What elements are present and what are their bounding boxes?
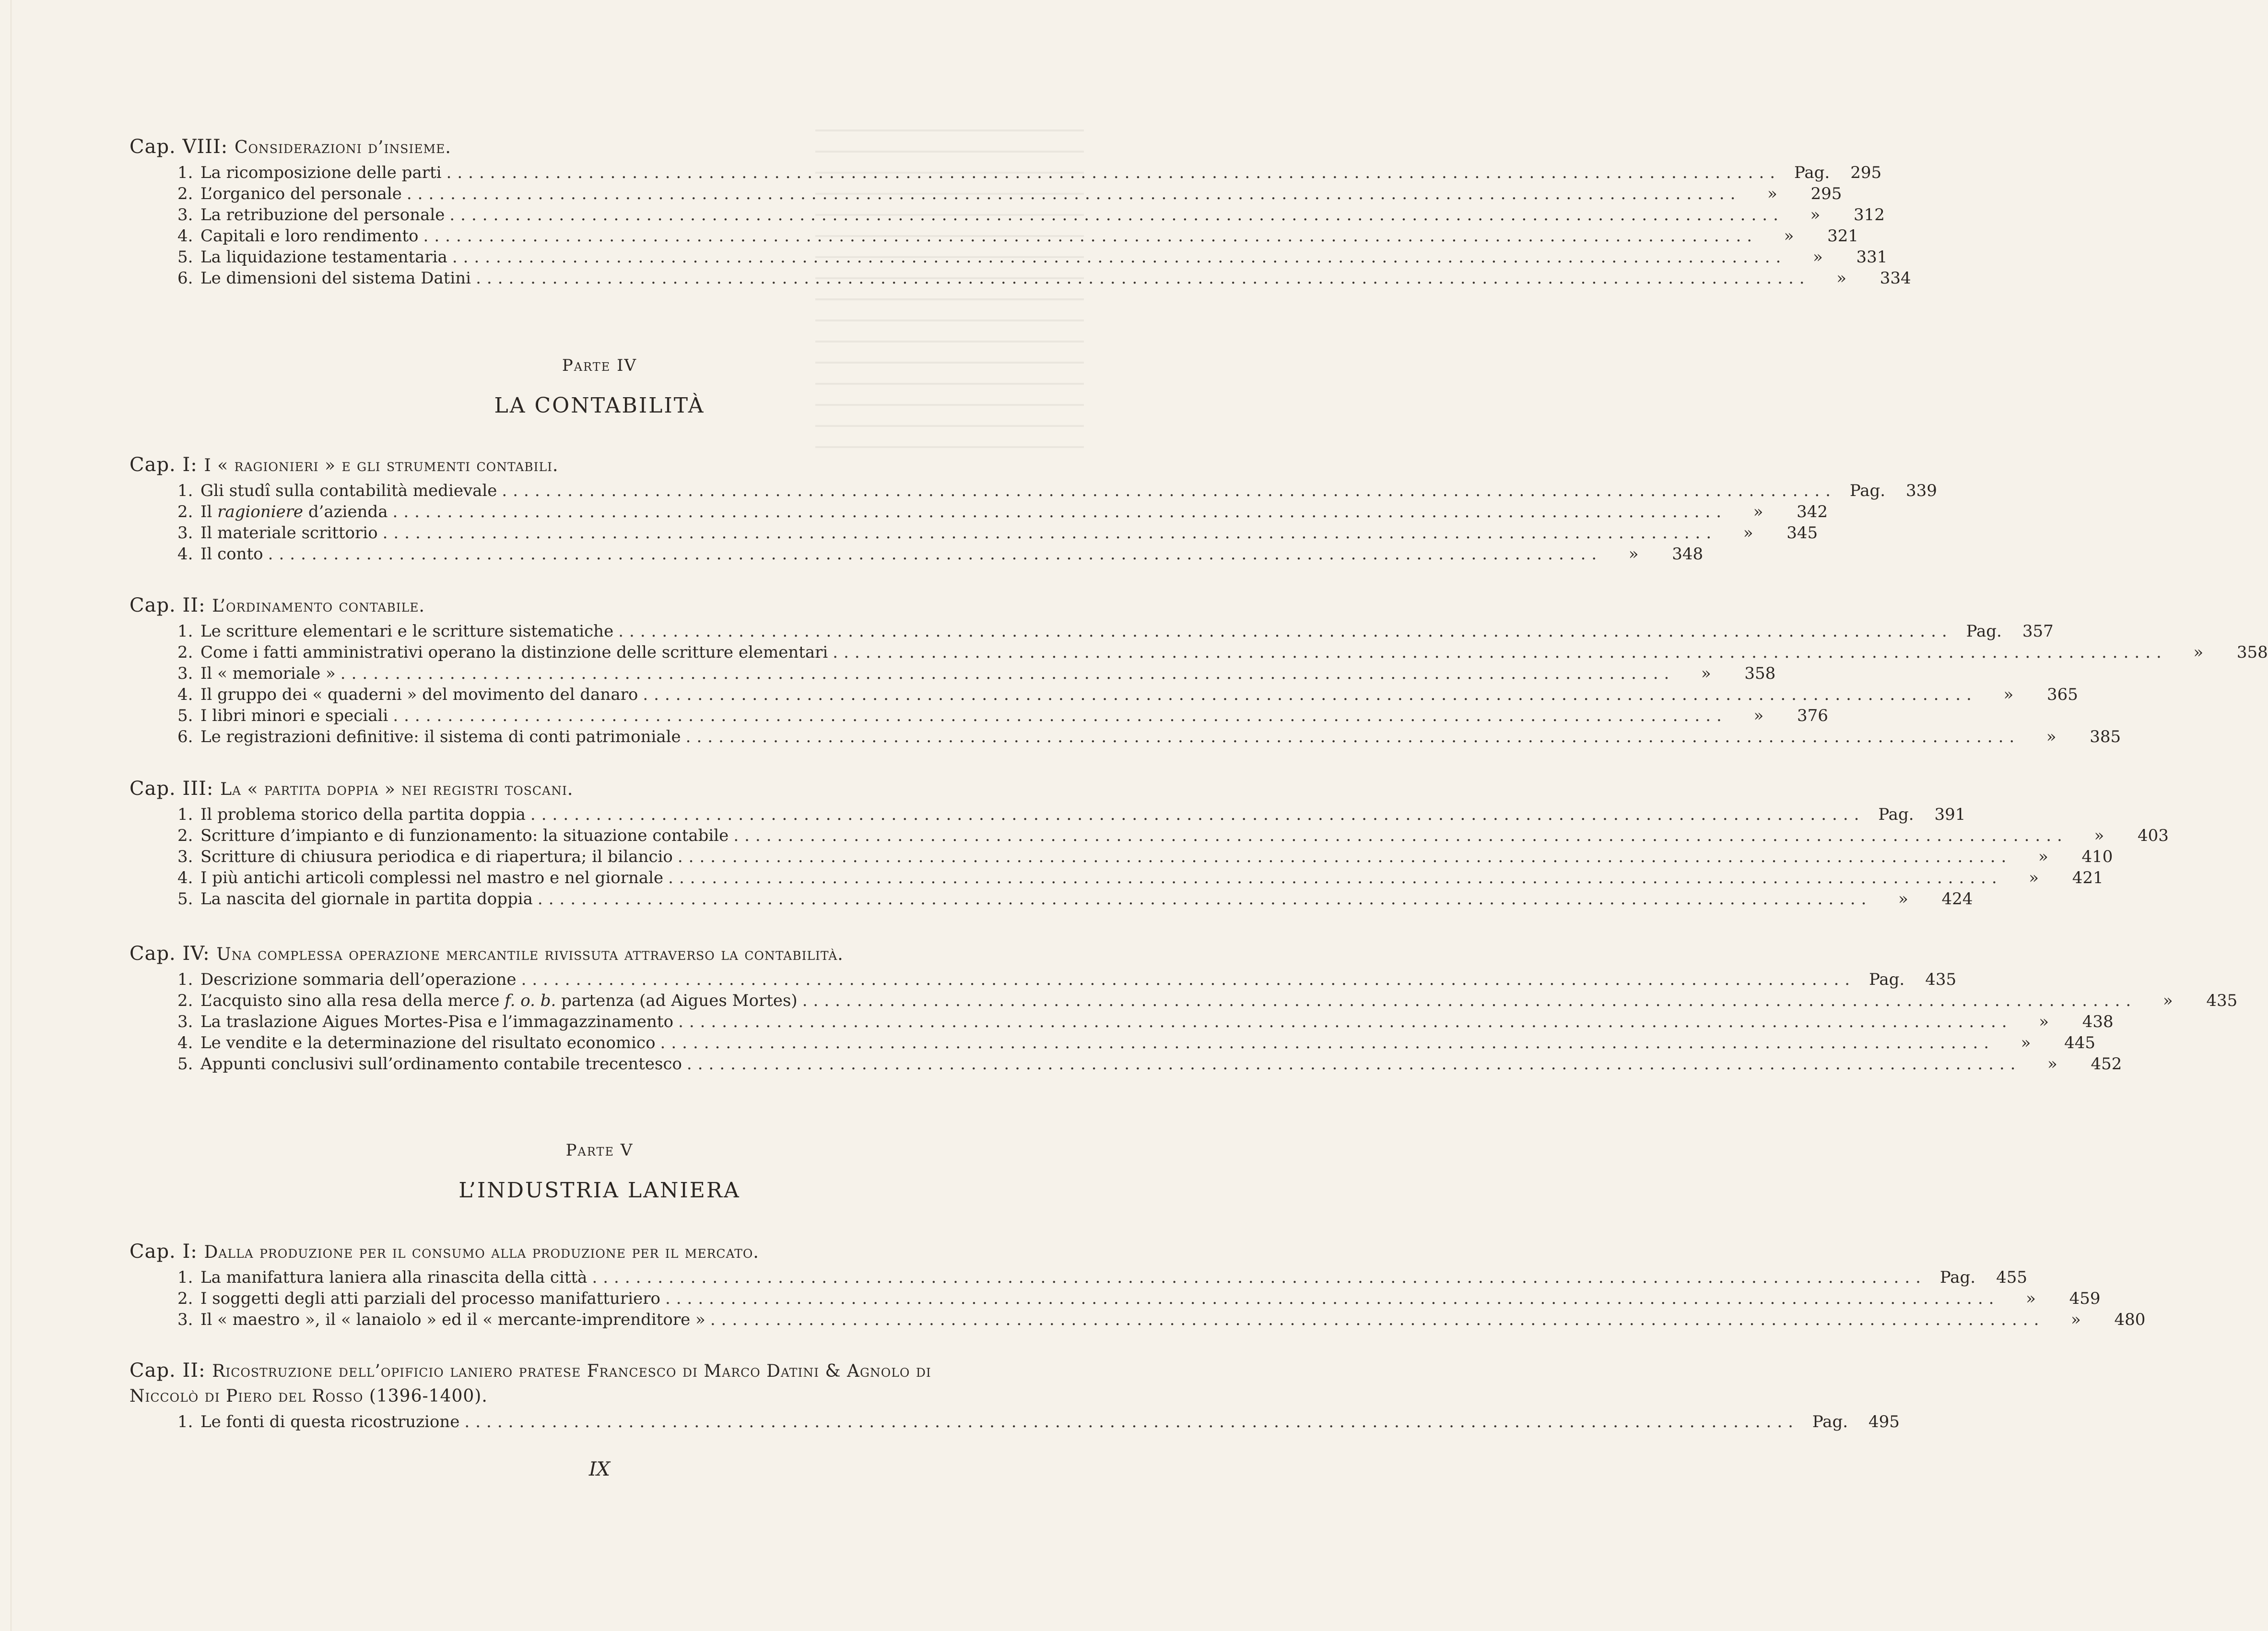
toc-entry[interactable] — [177, 1032, 2096, 1053]
entry-page — [1763, 225, 1858, 247]
chapter-heading — [129, 135, 1069, 159]
toc-entry[interactable] — [177, 501, 1828, 522]
page-number: 357 — [2022, 622, 2054, 641]
toc-entry[interactable] — [177, 969, 1957, 990]
chapter-iv-iv — [129, 942, 2238, 1075]
page-ref: » — [1743, 523, 1753, 543]
entry-page — [2049, 1309, 2145, 1330]
leader-dots: .......................................................................................................................... — [392, 502, 1727, 521]
toc-entry[interactable] — [177, 705, 1828, 726]
entry-number: 4. — [177, 544, 193, 564]
entry-page — [1789, 204, 1885, 225]
entry-page — [1786, 162, 1881, 183]
entry-title-italic: f. o. b. — [505, 991, 556, 1010]
page-number: 435 — [1925, 970, 1957, 989]
page-number: 495 — [1868, 1412, 1900, 1431]
entry-title: I libri minori e speciali — [200, 706, 388, 725]
chapter-title: I « ragionieri » e gli strumenti contabili. — [204, 456, 559, 475]
entry-page — [1815, 268, 1911, 289]
page-number: 339 — [1906, 481, 1937, 500]
toc-entry[interactable] — [177, 1011, 2114, 1032]
entry-number: 1. — [177, 163, 193, 182]
chapter-iv-iii — [129, 777, 2169, 910]
page-ref: » — [2003, 685, 2014, 704]
toc-entry[interactable] — [177, 804, 1966, 825]
leader-dots: .......................................................................................................................... — [618, 622, 1953, 641]
toc-entry[interactable] — [177, 825, 2169, 846]
toc-entry[interactable] — [177, 522, 1818, 544]
page-ref: » — [1836, 269, 1846, 288]
entry-title — [200, 990, 798, 1011]
chapter-title: La « partita doppia » nei registri toscani. — [220, 780, 574, 799]
chapter-viii — [129, 135, 1911, 289]
entry-page — [2017, 846, 2113, 867]
entry-title: I soggetti degli atti parziali del processo manifatturiero — [200, 1289, 660, 1308]
chapter-heading — [129, 777, 1069, 801]
entry-title: I più antichi articoli complessi nel mastro e nel giornale — [200, 868, 664, 887]
page-number: 438 — [2082, 1012, 2114, 1031]
entry-title-part: partenza (ad Aigues Mortes) — [556, 991, 798, 1010]
leader-dots: .......................................................................................................................... — [521, 970, 1856, 989]
chapter-v-i — [129, 1240, 2146, 1330]
toc-entry[interactable] — [177, 1267, 2027, 1288]
entry-number: 2. — [177, 643, 193, 662]
leader-dots: .......................................................................................................................... — [476, 269, 1810, 288]
entry-number: 5. — [177, 889, 193, 909]
page-ref: Pag. — [1939, 1268, 1976, 1287]
page-ref: » — [2070, 1310, 2081, 1329]
entry-page — [1680, 663, 1775, 684]
entry-page — [2141, 990, 2237, 1011]
page-number: 455 — [1996, 1268, 2027, 1287]
leader-dots: .......................................................................................................................... — [423, 226, 1758, 246]
entry-title: Il « memoriale » — [200, 664, 336, 683]
chapter-number: Cap. IV: — [129, 943, 210, 965]
toc-entry[interactable] — [177, 1288, 2101, 1309]
leader-dots: .......................................................................................................................... — [502, 481, 1836, 500]
leader-dots: .......................................................................................................................... — [537, 889, 1872, 909]
leader-dots: .......................................................................................................................... — [660, 1033, 1995, 1052]
entry-number: 5. — [177, 248, 193, 267]
entry-title: La manifattura laniera alla rinascita della città — [200, 1268, 588, 1287]
page-number: 331 — [1856, 248, 1888, 267]
leader-dots: .......................................................................................................................... — [464, 1412, 1799, 1431]
page-number: 421 — [2072, 868, 2103, 887]
entry-page — [1869, 804, 1965, 825]
entry-number: 3. — [177, 664, 193, 683]
toc-entry[interactable] — [177, 663, 1776, 684]
chapter-number: Cap. III: — [129, 778, 214, 800]
entry-page — [2073, 825, 2169, 846]
toc-entry[interactable] — [177, 1053, 2122, 1075]
toc-entry[interactable] — [177, 268, 1911, 289]
page-ref: Pag. — [1812, 1412, 1848, 1431]
entry-number: 1. — [177, 805, 193, 824]
chapter-heading — [129, 453, 1069, 477]
entry-number: 4. — [177, 226, 193, 246]
chapter-title: Dalla produzione per il consumo alla produzione per il mercato. — [204, 1242, 759, 1262]
entry-page — [1607, 544, 1703, 565]
entry-title — [200, 501, 388, 522]
chapter-title: Considerazioni d’insieme. — [234, 138, 451, 157]
toc-entry[interactable] — [177, 480, 1937, 501]
entry-page — [1982, 684, 2078, 705]
entry-page — [1722, 522, 1818, 544]
page-ref: » — [2038, 847, 2048, 866]
entry-number: 1. — [177, 970, 193, 989]
page-ref: » — [2021, 1033, 2031, 1052]
page-ref: » — [1753, 502, 1763, 521]
leader-dots: .......................................................................................................................... — [446, 163, 1781, 182]
part-label: Parte IV — [562, 356, 637, 375]
entry-number: 3. — [177, 1310, 193, 1329]
entry-number: 2. — [177, 991, 193, 1010]
chapter-iv-i — [129, 453, 1937, 565]
toc-entry[interactable] — [177, 1411, 1900, 1432]
leader-dots: .......................................................................................................................... — [685, 727, 2021, 746]
entry-page — [1860, 969, 1956, 990]
leader-dots: .......................................................................................................................... — [530, 805, 1865, 824]
page-ref: » — [2193, 643, 2204, 662]
entry-title: Descrizione sommaria dell’operazione — [200, 970, 517, 989]
page-number: 410 — [2081, 847, 2113, 866]
entry-number: 1. — [177, 1268, 193, 1287]
chapter-number: Cap. I: — [129, 1241, 198, 1263]
entry-title-part: Il — [200, 502, 218, 521]
leader-dots: .......................................................................................................................... — [710, 1310, 2045, 1329]
entry-title: Il conto — [200, 544, 263, 564]
entry-number: 4. — [177, 685, 193, 704]
entry-title: Il « maestro », il « lanaiolo » ed il « mercante-imprenditore » — [200, 1310, 705, 1329]
page-ref: Pag. — [1868, 970, 1905, 989]
leader-dots: .......................................................................................................................... — [643, 685, 1977, 704]
page-number: 452 — [2091, 1054, 2122, 1074]
entry-title: Le scritture elementari e le scritture sistematiche — [200, 622, 614, 641]
page-number: 358 — [1744, 664, 1776, 683]
page-ref: » — [1767, 184, 1777, 203]
leader-dots: .......................................................................................................................... — [678, 1012, 2013, 1031]
page-ref: » — [1628, 544, 1639, 564]
leader-dots: .......................................................................................................................... — [452, 248, 1787, 267]
page-ref: Pag. — [1794, 163, 1830, 182]
entry-title: La retribuzione del personale — [200, 205, 445, 225]
page-ref: » — [1898, 889, 1908, 909]
entry-number: 2. — [177, 1289, 193, 1308]
page-ref: » — [2029, 868, 2039, 887]
toc-entry[interactable] — [177, 846, 2113, 867]
entry-title: Scritture d’impianto e di funzionamento: la situazione contabile — [200, 826, 729, 845]
part-title: L’INDUSTRIA LANIERA — [458, 1178, 740, 1203]
page-number: 321 — [1827, 226, 1859, 246]
page-number: 295 — [1850, 163, 1882, 182]
entry-number: 3. — [177, 205, 193, 225]
entry-title-italic: ragioniere — [217, 502, 304, 521]
toc-entry[interactable] — [177, 990, 2238, 1011]
entry-number: 2. — [177, 502, 193, 521]
leader-dots: .......................................................................................................................... — [686, 1054, 2021, 1074]
entry-title: La ricomposizione delle parti — [200, 163, 442, 182]
entry-number: 6. — [177, 727, 193, 746]
page-number: 365 — [2046, 685, 2078, 704]
entry-title: Scritture di chiusura periodica e di riapertura; il bilancio — [200, 847, 673, 866]
entry-title: L’organico del personale — [200, 184, 402, 203]
leader-dots: .......................................................................................................................... — [733, 826, 2068, 845]
entry-page — [1746, 183, 1842, 204]
toc-entry[interactable] — [177, 726, 2121, 747]
entry-page — [2172, 642, 2268, 663]
entry-number: 5. — [177, 706, 193, 725]
toc-entry[interactable] — [177, 621, 2054, 642]
entry-title: Le registrazioni definitive: il sistema di conti patrimoniale — [200, 727, 681, 746]
page-ref: » — [1701, 664, 1711, 683]
toc-entry[interactable] — [177, 867, 2103, 888]
chapter-title: L’ordinamento contabile. — [212, 596, 425, 616]
entry-number: 3. — [177, 523, 193, 543]
chapter-title: Ricostruzione dell’opificio laniero pratese Francesco di Marco Datini & Agnolo di Niccolò di Piero del Rosso (1396-1400). — [129, 1361, 931, 1406]
page-number: 424 — [1941, 889, 1973, 909]
leader-dots: .......................................................................................................................... — [268, 544, 1603, 564]
entry-title: Il materiale scrittorio — [200, 523, 378, 543]
leader-dots: .......................................................................................................................... — [833, 643, 2167, 662]
entry-page — [2004, 1288, 2100, 1309]
toc-entry[interactable] — [177, 162, 1882, 183]
entry-title: Le vendite e la determinazione del risultato economico — [200, 1033, 656, 1052]
chapter-number: Cap. I: — [129, 454, 198, 476]
entry-number: 1. — [177, 622, 193, 641]
toc-entry[interactable] — [177, 204, 1885, 225]
part-iv-heading — [0, 356, 1199, 418]
entry-page — [2026, 1053, 2122, 1075]
page-ref: » — [2046, 727, 2056, 746]
page-ref: Pag. — [1878, 805, 1914, 824]
entry-page — [1999, 1032, 2095, 1053]
chapter-heading — [129, 1359, 974, 1408]
part-v-heading — [0, 1141, 1199, 1203]
entry-title: La nascita del giornale in partita doppia — [200, 889, 533, 909]
leader-dots: .......................................................................................................................... — [340, 664, 1675, 683]
entry-number: 4. — [177, 1033, 193, 1052]
entry-number: 4. — [177, 868, 193, 887]
toc-entry[interactable] — [177, 544, 1704, 565]
page-ref: » — [1784, 226, 1794, 246]
page-number: 435 — [2206, 991, 2238, 1010]
chapter-number: Cap. II: — [129, 594, 206, 616]
leader-dots: .......................................................................................................................... — [802, 991, 2137, 1010]
entry-title: La traslazione Aigues Mortes-Pisa e l’immagazzinamento — [200, 1012, 674, 1031]
page-ref: Pag. — [1966, 622, 2002, 641]
entry-number: 2. — [177, 184, 193, 203]
entry-page — [1791, 247, 1887, 268]
entry-title: Le dimensioni del sistema Datini — [200, 269, 471, 288]
page-number: 342 — [1797, 502, 1828, 521]
page-ref: » — [1810, 205, 1821, 225]
leader-dots: .......................................................................................................................... — [665, 1289, 2000, 1308]
page-ref: » — [1753, 706, 1764, 725]
chapter-number: Cap. II: — [129, 1359, 206, 1382]
toc-entry[interactable] — [177, 247, 1888, 268]
page-ref: » — [2047, 1054, 2057, 1074]
page-number: 445 — [2064, 1033, 2096, 1052]
leader-dots: .......................................................................................................................... — [449, 205, 1784, 225]
page-number: 345 — [1786, 523, 1818, 543]
entry-page — [2025, 726, 2121, 747]
entry-page — [1958, 621, 2054, 642]
entry-number: 1. — [177, 481, 193, 500]
entry-title: Il gruppo dei « quaderni » del movimento del danaro — [200, 685, 638, 704]
entry-number: 2. — [177, 826, 193, 845]
entry-number: 6. — [177, 269, 193, 288]
leader-dots: .......................................................................................................................... — [406, 184, 1741, 203]
page-ref: » — [2039, 1012, 2049, 1031]
toc-entry[interactable] — [177, 684, 2078, 705]
page-ref: » — [2094, 826, 2104, 845]
page-ref: » — [2162, 991, 2173, 1010]
page-number: 480 — [2114, 1310, 2146, 1329]
page-number: 385 — [2090, 727, 2121, 746]
toc-entry[interactable] — [177, 183, 1842, 204]
entry-page — [1804, 1411, 1900, 1432]
leader-dots: .......................................................................................................................... — [393, 706, 1727, 725]
entry-page — [1931, 1267, 2027, 1288]
entry-page — [2008, 867, 2103, 888]
page-number: 312 — [1853, 205, 1885, 225]
leader-dots: .......................................................................................................................... — [592, 1268, 1927, 1287]
entry-title-part: L’acquisto sino alla resa della merce — [200, 991, 505, 1010]
page-ref: » — [2026, 1289, 2036, 1308]
leader-dots: .......................................................................................................................... — [382, 523, 1717, 543]
page-number: 391 — [1934, 805, 1966, 824]
folio-page-number: IX — [588, 1458, 611, 1480]
entry-page — [1841, 480, 1937, 501]
entry-title: La liquidazione testamentaria — [200, 248, 447, 267]
entry-number: 5. — [177, 1054, 193, 1074]
page-number: 348 — [1672, 544, 1704, 564]
entry-title: Capitali e loro rendimento — [200, 226, 419, 246]
page-number: 376 — [1797, 706, 1828, 725]
page-number: 358 — [2236, 643, 2268, 662]
entry-title: Il problema storico della partita doppia — [200, 805, 526, 824]
entry-title: Come i fatti amministrativi operano la distinzione delle scritture elementari — [200, 643, 828, 662]
page-ref: Pag. — [1849, 481, 1886, 500]
entry-number: 3. — [177, 847, 193, 866]
chapter-heading — [129, 1240, 1069, 1264]
entry-number: 1. — [177, 1412, 193, 1431]
toc-entry[interactable] — [177, 1309, 2146, 1330]
entry-number: 3. — [177, 1012, 193, 1031]
entry-title: Appunti conclusivi sull’ordinamento contabile trecentesco — [200, 1054, 682, 1074]
toc-entry[interactable] — [177, 888, 1973, 910]
entry-page — [2018, 1011, 2114, 1032]
page-number: 295 — [1810, 184, 1842, 203]
entry-title-part: d’azienda — [303, 502, 388, 521]
leader-dots: .......................................................................................................................... — [677, 847, 2012, 866]
part-title: LA CONTABILITÀ — [494, 393, 705, 418]
leader-dots: .......................................................................................................................... — [668, 868, 2003, 887]
part-label: Parte V — [565, 1141, 634, 1160]
chapter-number: Cap. VIII: — [129, 136, 228, 158]
page-ref: » — [1812, 248, 1823, 267]
chapter-heading — [129, 942, 1069, 966]
toc-entry[interactable] — [177, 642, 2268, 663]
entry-page — [1732, 705, 1828, 726]
page-number: 334 — [1880, 269, 1911, 288]
page-number: 403 — [2137, 826, 2169, 845]
entry-page — [1732, 501, 1828, 522]
entry-page — [1877, 888, 1973, 910]
page-number: 459 — [2069, 1289, 2101, 1308]
entry-title: Gli studî sulla contabilità medievale — [200, 481, 497, 500]
toc-entry[interactable] — [177, 225, 1859, 247]
chapter-iv-ii — [129, 594, 2268, 747]
chapter-heading — [129, 594, 1069, 618]
chapter-title: Una complessa operazione mercantile rivissuta attraverso la contabilità. — [216, 945, 844, 964]
entry-title: Le fonti di questa ricostruzione — [200, 1412, 460, 1431]
chapter-v-ii — [129, 1359, 1900, 1432]
